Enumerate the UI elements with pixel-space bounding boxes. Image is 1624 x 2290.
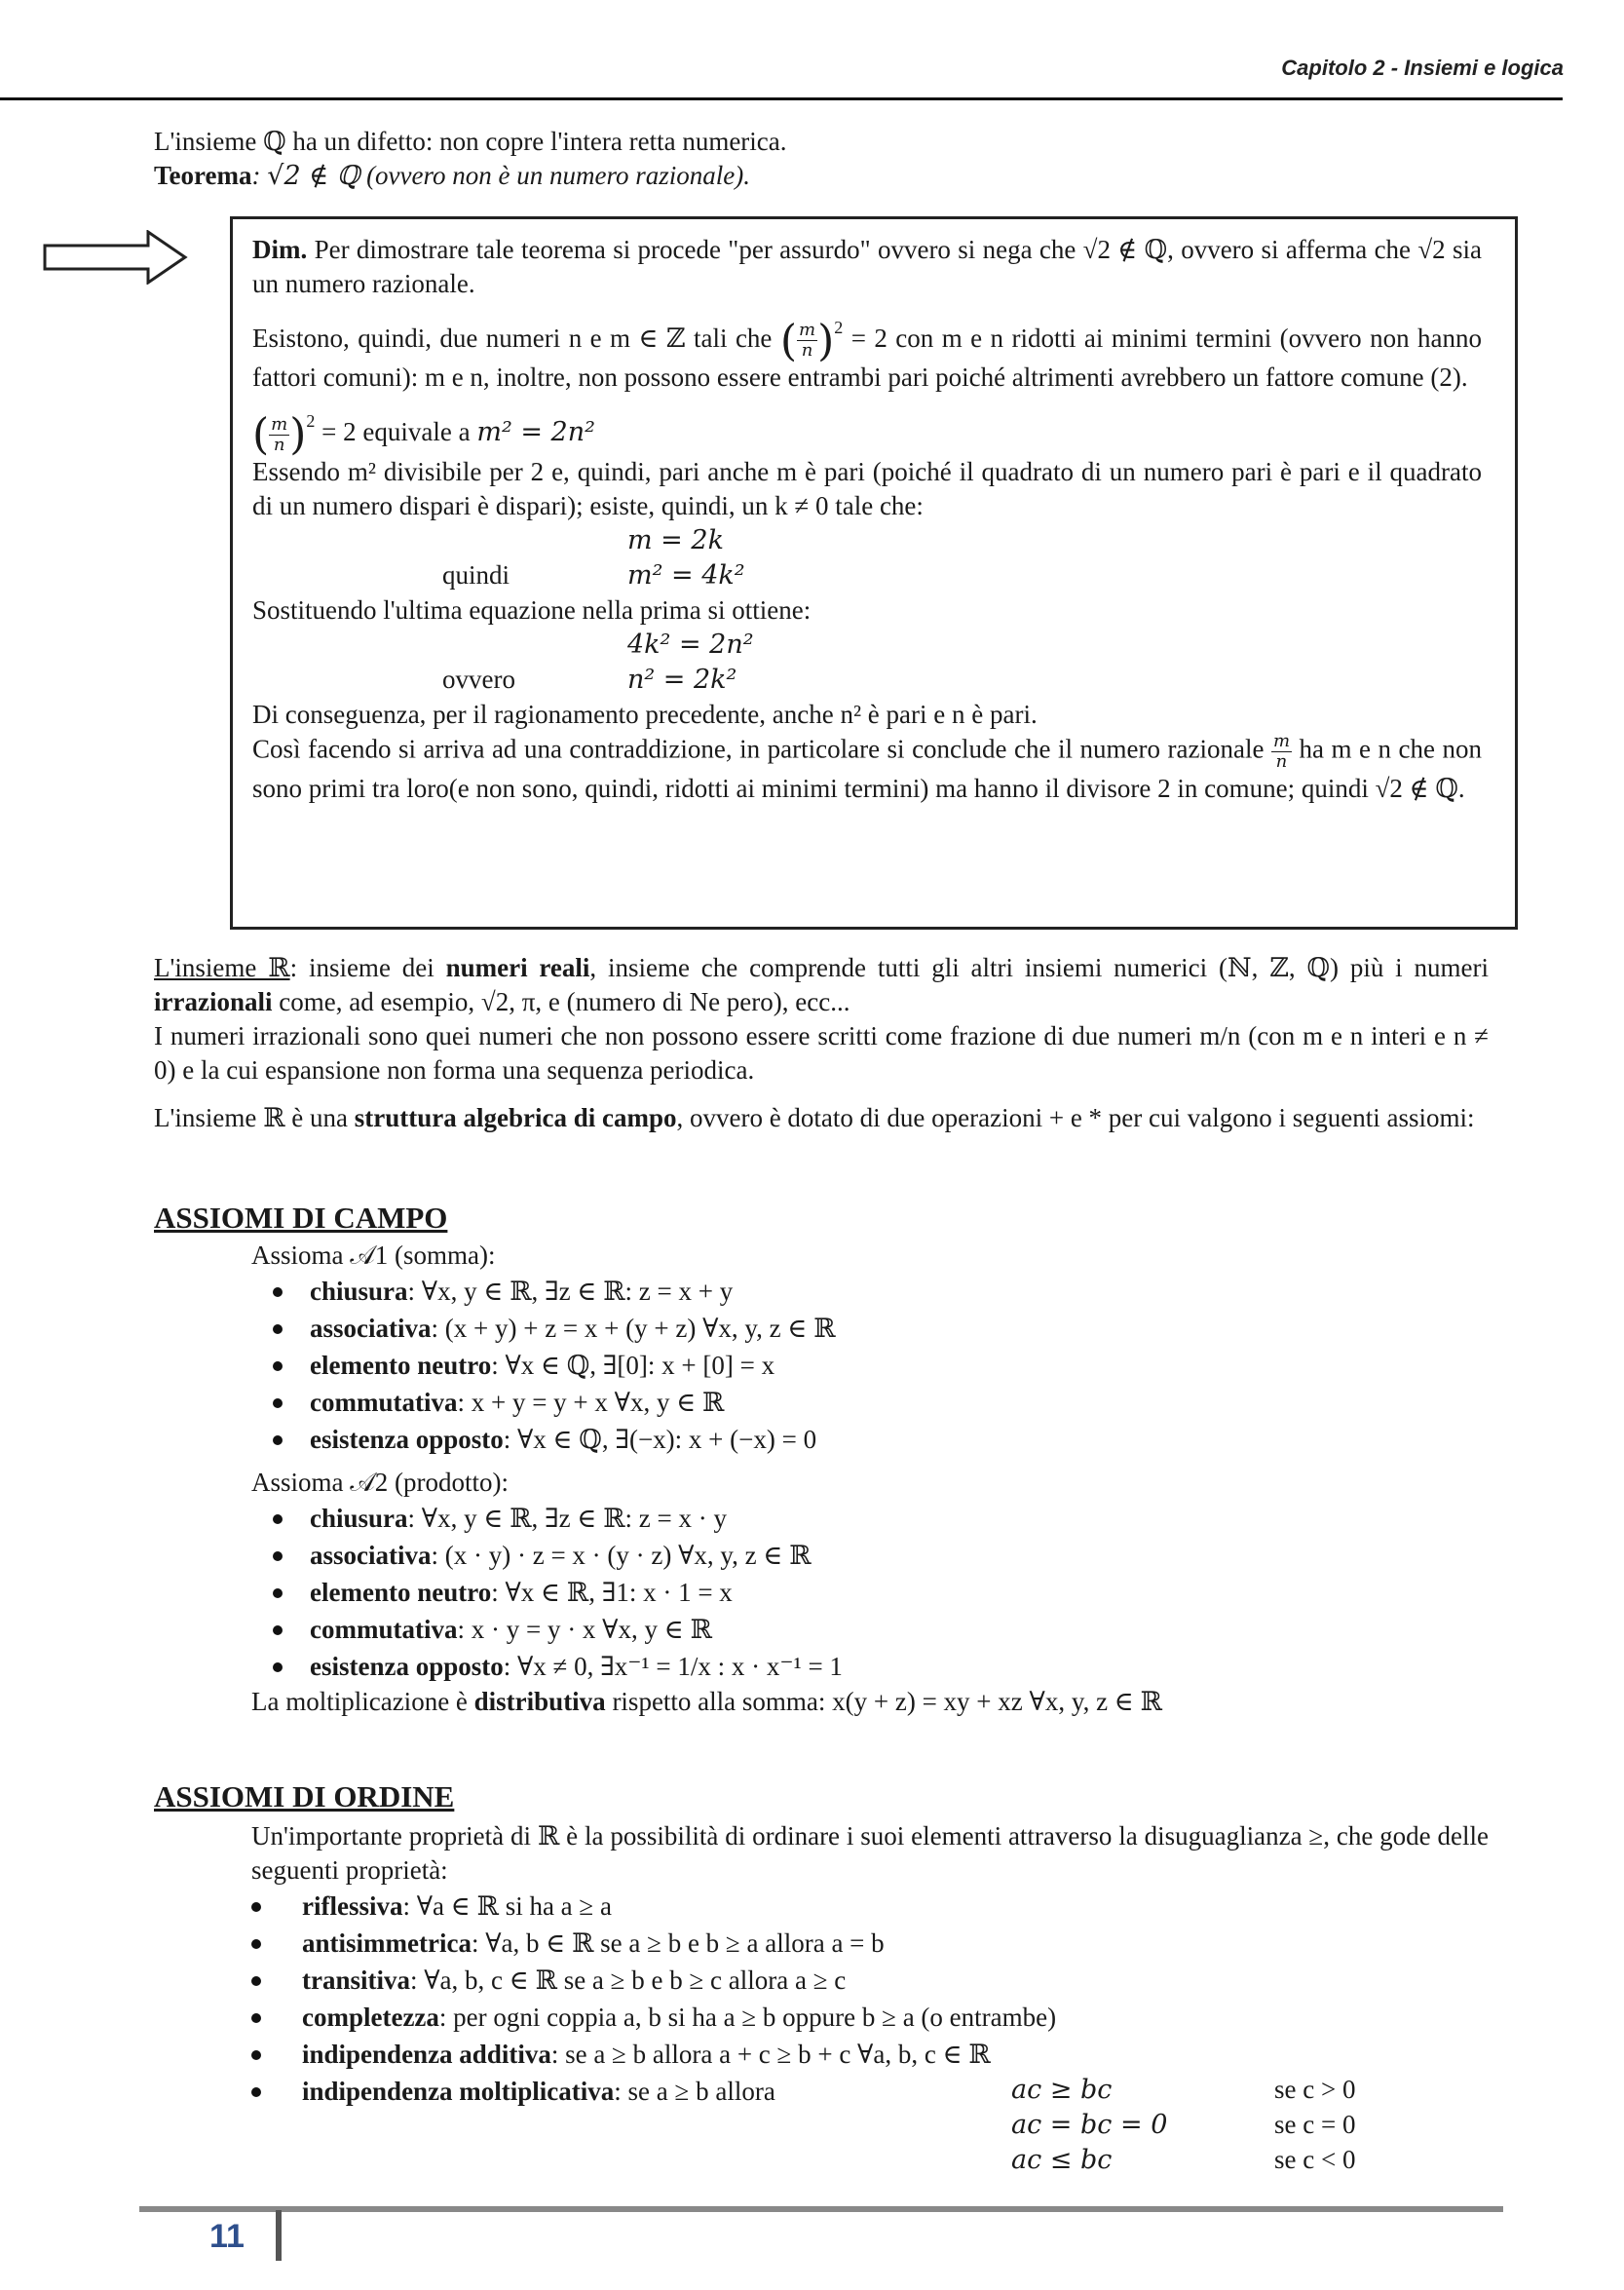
theorem-rest: (ovvero non è un numero razionale). [359, 161, 750, 190]
reals-p2: I numeri irrazionali sono quei numeri che non possono essere scritti come frazione di due numeri m/n (con m e n interi e n ≠ 0) e la cui espansione non forma una sequenza periodica. [154, 1021, 1489, 1085]
fraction-m-n-2: $\frac{m}{n}$ [271, 413, 288, 455]
proof-p5: Sostituendo l'ultima equazione nella prima si ottiene: [252, 594, 812, 625]
equation-row: quindi m² = 4k² [442, 560, 745, 592]
case-row: ac = bc = 0 se c = 0 [1011, 2109, 1356, 2140]
case-row: ac ≥ bc se c > 0 [1011, 2074, 1356, 2105]
axiom-item: esistenza opposto: ∀x ∈ ℚ, ∃(−x): x + (−x) = 0 [273, 1421, 1489, 1458]
proof-p7: Così facendo si arriva ad una contraddizione, in particolare si conclude che il numero razionale $\frac{m}{n}$ ha m e n che non sono primi tra loro(e non sono, quindi, ridotti ai minimi termini) ma hanno il divisore 2 in comune; quindi √2 ∉ ℚ. [252, 730, 1482, 803]
axiom-item: commutativa: x + y = y + x ∀x, y ∈ ℝ [273, 1384, 1489, 1421]
campo-heading: ASSIOMI DI CAMPO [154, 1201, 448, 1235]
footer-bar [276, 2210, 282, 2261]
a1-title: Assioma 𝒜1 (somma): [251, 1240, 496, 1270]
reals-section [154, 951, 1489, 1135]
case-row: ac ≤ bc se c < 0 [1011, 2144, 1356, 2175]
order-property-item: indipendenza moltiplicativa: se a ≥ b allora [251, 2073, 1489, 2110]
ordine-section [154, 1779, 1489, 2175]
chapter-title: Capitolo 2 - Insiemi e logica [1281, 56, 1564, 80]
distributive-line: La moltiplicazione è distributiva rispetto alla somma: x(y + z) = xy + xz ∀x, y, z ∈ ℝ [251, 1687, 1162, 1716]
axiom-item: chiusura: ∀x, y ∈ ℝ, ∃z ∈ ℝ: z = x · y [273, 1500, 1489, 1537]
axiom-item: commutativa: x · y = y · x ∀x, y ∈ ℝ [273, 1611, 1489, 1648]
intro-block [154, 125, 1489, 193]
axiom-item: elemento neutro: ∀x ∈ ℚ, ∃[0]: x + [0] = x [273, 1347, 1489, 1384]
header-rule [0, 97, 1563, 100]
reals-p3: L'insieme ℝ è una struttura algebrica di campo, ovvero è dotato di due operazioni + e * per cui valgono i seguenti assiomi: [154, 1103, 1475, 1132]
axiom-item: esistenza opposto: ∀x ≠ 0, ∃x⁻¹ = 1/x : x · x⁻¹ = 1 [273, 1648, 1489, 1685]
proof-box [230, 216, 1518, 930]
axiom-item: associativa: (x · y) · z = x · (y · z) ∀x, y, z ∈ ℝ [273, 1537, 1489, 1574]
campo-section [154, 1201, 1489, 1719]
order-property-item: completezza: per ogni coppia a, b si ha a ≥ b oppure b ≥ a (o entrambe) [251, 1999, 1489, 2036]
order-property-item: riflessiva: ∀a ∈ ℝ si ha a ≥ a [251, 1888, 1489, 1925]
equation-row: ovvero n² = 2k² [442, 665, 737, 696]
order-property-item: indipendenza additiva: se a ≥ b allora a + c ≥ b + c ∀a, b, c ∈ ℝ [251, 2036, 1489, 2073]
ordine-heading: ASSIOMI DI ORDINE [154, 1779, 455, 1813]
a1-list [154, 1273, 1489, 1458]
proof-p1: Dim. Per dimostrare tale teorema si procede "per assurdo" ovvero si nega che √2 ∉ ℚ, ovvero si afferma che √2 sia un numero razionale. [252, 235, 1482, 298]
a2-list [154, 1500, 1489, 1685]
cases-block [1011, 2072, 1498, 2177]
order-property-item: transitiva: ∀a, b, c ∈ ℝ se a ≥ b e b ≥ c allora a ≥ c [251, 1962, 1489, 1999]
proof-label: Dim. [252, 235, 308, 264]
reals-p1: L'insieme ℝ: insieme dei numeri reali, insieme che comprende tutti gli altri insiemi numerici (ℕ, ℤ, ℚ) più i numeri irrazionali come, ad esempio, √2, π, e (numero di Ne pero), ecc... [154, 953, 1489, 1016]
a2-title: Assioma 𝒜2 (prodotto): [251, 1468, 510, 1497]
axiom-item: elemento neutro: ∀x ∈ ℝ, ∃1: x · 1 = x [273, 1574, 1489, 1611]
page-number: 11 [209, 2218, 245, 2255]
fraction-m-n-3: $\frac{m}{n}$ [1272, 730, 1291, 772]
proof-p6: Di conseguenza, per il ragionamento precedente, anche n² è pari e n è pari. [252, 699, 1038, 729]
axiom-item: chiusura: ∀x, y ∈ ℝ, ∃z ∈ ℝ: z = x + y [273, 1273, 1489, 1310]
intro-line: L'insieme ℚ ha un difetto: non copre l'intera retta numerica. [154, 127, 787, 156]
axiom-item: associativa: (x + y) + z = x + (y + z) ∀x, y, z ∈ ℝ [273, 1310, 1489, 1347]
theorem-line [154, 159, 1489, 193]
equation-row: m = 2k [627, 525, 724, 556]
ordine-intro: Un'importante proprietà di ℝ è la possibilità di ordinare i suoi elementi attraverso la disuguaglianza ≥, che gode delle seguenti proprietà: [251, 1821, 1489, 1885]
order-property-item: antisimmetrica: ∀a, b ∈ ℝ se a ≥ b e b ≥ a allora a = b [251, 1925, 1489, 1962]
theorem-colon: : [251, 161, 268, 190]
right-arrow-icon [43, 230, 189, 285]
theorem-label: Teorema [154, 161, 252, 190]
proof-p2: Esistono, quindi, due numeri n e m ∈ ℤ tali che ( $\frac{m}{n}$ )$^2$ = 2 con m e n ridotti ai minimi termini (ovvero non hanno fattori comuni): m e n, inoltre, non possono essere entrambi pari poiché altrimenti avrebbero un fattore comune (2). [252, 316, 1482, 393]
equation-row: 4k² = 2n² [627, 630, 754, 661]
theorem-statement: √2 ∉ ℚ [267, 161, 360, 191]
proof-p4: Essendo m² divisibile per 2 e, quindi, pari anche m è pari (poiché il quadrato di un numero pari è pari e il quadrato di un numero dispari è dispari); esiste, quindi, un k ≠ 0 tale che: [252, 456, 1482, 520]
proof-p3: ( $\frac{m}{n}$ )$^2$ = 2 equivale a m² = 2n² [252, 409, 595, 460]
footer-rule [139, 2206, 1503, 2212]
fraction-m-n: $\frac{m}{n}$ [799, 320, 816, 362]
